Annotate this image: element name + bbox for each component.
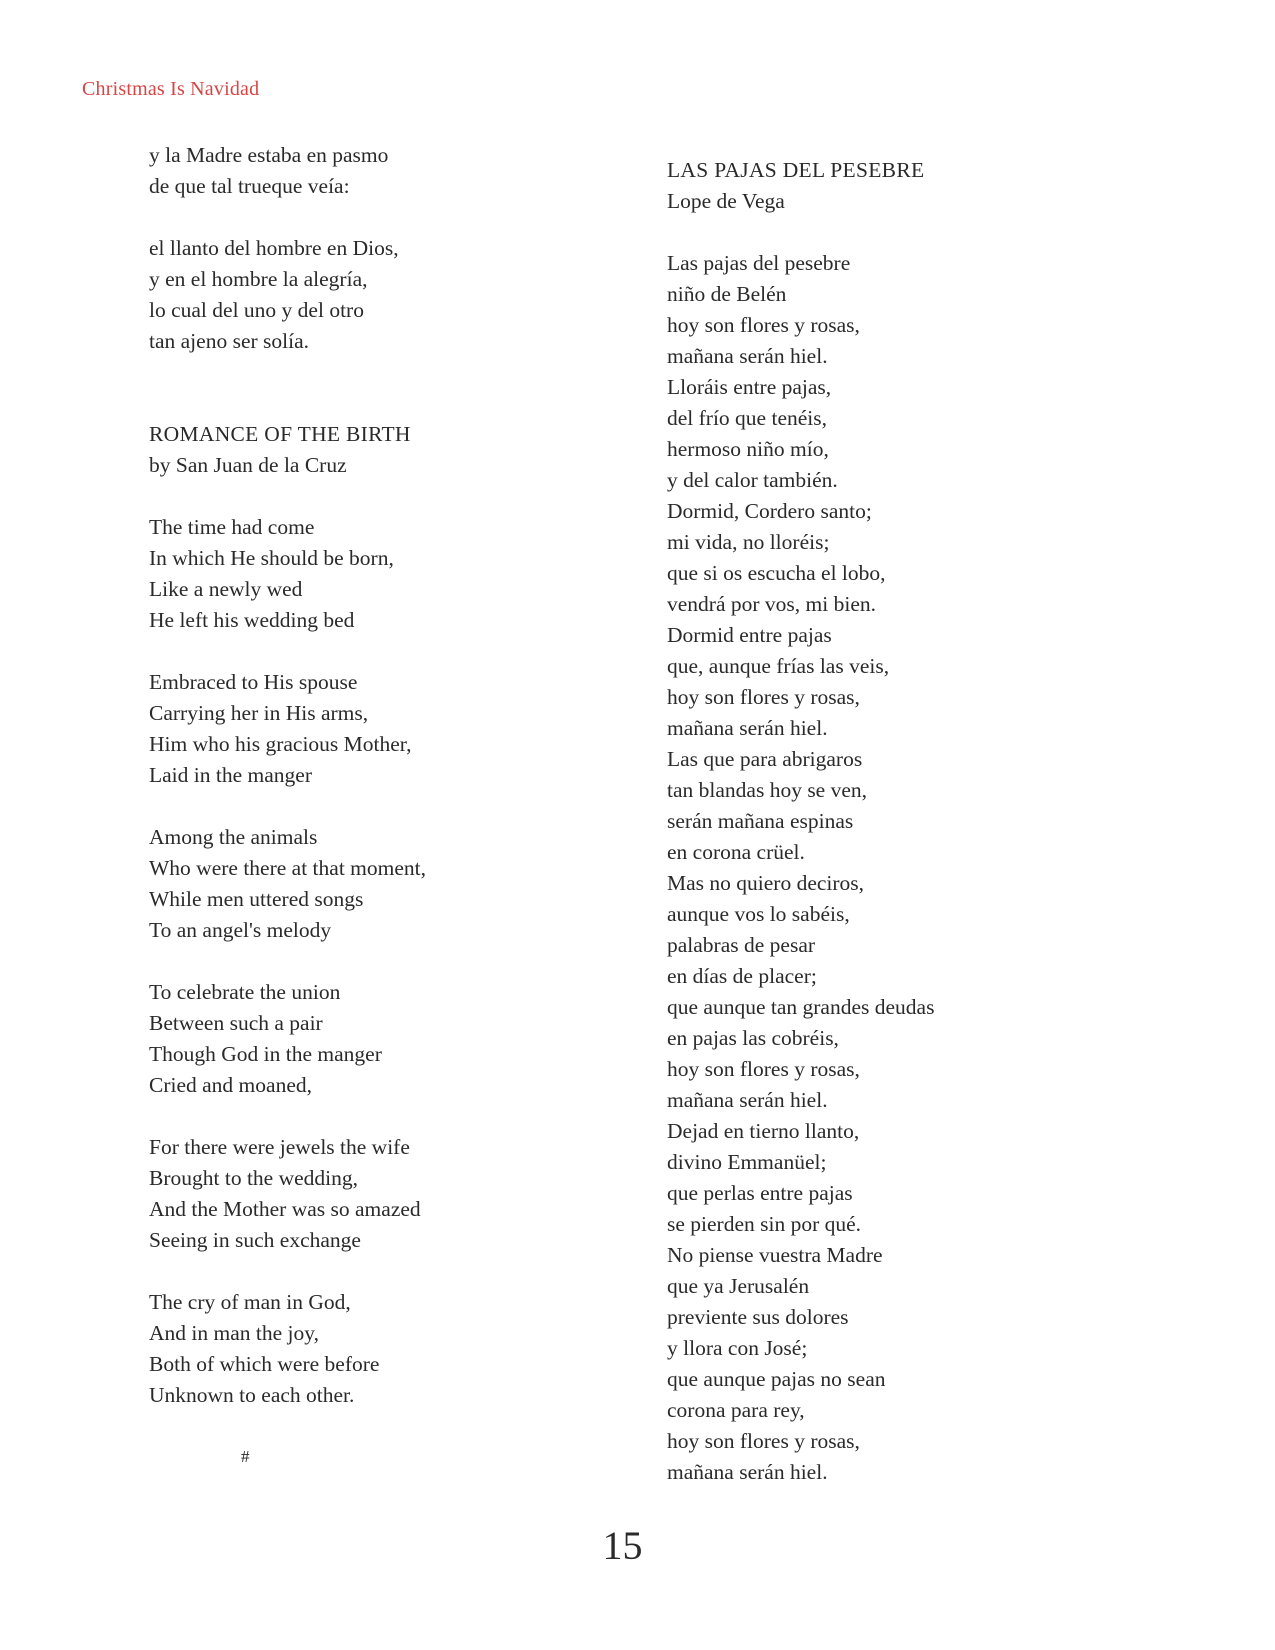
poem-stanza bbox=[149, 1132, 609, 1256]
poem-line: que aunque pajas no sean bbox=[667, 1367, 886, 1391]
poem-line: Among the animals bbox=[149, 825, 318, 849]
poem-line: Brought to the wedding, bbox=[149, 1166, 359, 1190]
poem-line: Both of which were before bbox=[149, 1352, 380, 1376]
poem-line: mañana serán hiel. bbox=[667, 344, 828, 368]
poem-line: divino Emmanüel; bbox=[667, 1150, 827, 1174]
poem-line: tan blandas hoy se ven, bbox=[667, 778, 868, 802]
poem-line: Dormid, Cordero santo; bbox=[667, 499, 872, 523]
poem-line: aunque vos lo sabéis, bbox=[667, 902, 850, 926]
poem-line: y la Madre estaba en pasmo bbox=[149, 143, 389, 167]
poem-line: previente sus dolores bbox=[667, 1305, 849, 1329]
poem-line: del frío que tenéis, bbox=[667, 406, 828, 430]
poem-line: serán mañana espinas bbox=[667, 809, 854, 833]
poem-line: de que tal trueque veía: bbox=[149, 174, 350, 198]
poem-line: que si os escucha el lobo, bbox=[667, 561, 886, 585]
poem-line: en corona crüel. bbox=[667, 840, 805, 864]
poem-line: mañana serán hiel. bbox=[667, 716, 828, 740]
poem-line: que perlas entre pajas bbox=[667, 1181, 853, 1205]
poem-line: que aunque tan grandes deudas bbox=[667, 995, 935, 1019]
poem-line: y del calor también. bbox=[667, 468, 838, 492]
poem-line: el llanto del hombre en Dios, bbox=[149, 236, 399, 260]
poem-title: LAS PAJAS DEL PESEBRE bbox=[667, 158, 925, 182]
poem-line: hoy son flores y rosas, bbox=[667, 1057, 860, 1081]
poem-line: hoy son flores y rosas, bbox=[667, 685, 860, 709]
poem-line: hermoso niño mío, bbox=[667, 437, 829, 461]
poem-line: y en el hombre la alegría, bbox=[149, 267, 368, 291]
poem-line: palabras de pesar bbox=[667, 933, 816, 957]
right-column bbox=[667, 155, 1187, 1488]
poem-line: Cried and moaned, bbox=[149, 1073, 312, 1097]
left-column bbox=[149, 140, 609, 1472]
poem-line: mañana serán hiel. bbox=[667, 1460, 828, 1484]
poem-line: corona para rey, bbox=[667, 1398, 805, 1422]
poem-line: mañana serán hiel. bbox=[667, 1088, 828, 1112]
poem-line: Embraced to His spouse bbox=[149, 670, 358, 694]
running-header-title: Christmas Is Navidad bbox=[82, 78, 260, 100]
poem-line: And in man the joy, bbox=[149, 1321, 319, 1345]
poem-line: hoy son flores y rosas, bbox=[667, 1429, 860, 1453]
opening-stanza bbox=[149, 233, 609, 357]
poem-line: For there were jewels the wife bbox=[149, 1135, 410, 1159]
poem-line: Lloráis entre pajas, bbox=[667, 375, 832, 399]
poem-line: No piense vuestra Madre bbox=[667, 1243, 883, 1267]
poem-line: hoy son flores y rosas, bbox=[667, 313, 860, 337]
poem-line: Las que para abrigaros bbox=[667, 747, 863, 771]
poem-line: To an angel's melody bbox=[149, 918, 332, 942]
poem-stanza bbox=[149, 822, 609, 946]
poem-line: Him who his gracious Mother, bbox=[149, 732, 412, 756]
poem-line: Though God in the manger bbox=[149, 1042, 382, 1066]
poem-line: tan ajeno ser solía. bbox=[149, 329, 310, 353]
poem-line: lo cual del uno y del otro bbox=[149, 298, 364, 322]
poem-line: Between such a pair bbox=[149, 1011, 323, 1035]
poem-line: y llora con José; bbox=[667, 1336, 808, 1360]
poem-line: en días de placer; bbox=[667, 964, 817, 988]
poem-line: Dejad en tierno llanto, bbox=[667, 1119, 860, 1143]
poem-stanza bbox=[149, 667, 609, 791]
poem-stanza bbox=[149, 1287, 609, 1411]
poem-line: Mas no quiero deciros, bbox=[667, 871, 865, 895]
poem-line: And the Mother was so amazed bbox=[149, 1197, 421, 1221]
poem-body bbox=[667, 248, 1187, 1488]
poem-line: mi vida, no lloréis; bbox=[667, 530, 830, 554]
poem-author: by San Juan de la Cruz bbox=[149, 453, 347, 477]
poem-line: Seeing in such exchange bbox=[149, 1228, 361, 1252]
page-number: 15 bbox=[602, 1523, 643, 1568]
opening-stanza bbox=[149, 140, 609, 202]
poem-line: He left his wedding bed bbox=[149, 608, 355, 632]
poem-author: Lope de Vega bbox=[667, 189, 785, 213]
poem-line: To celebrate the union bbox=[149, 980, 341, 1004]
poem-line: que, aunque frías las veis, bbox=[667, 654, 890, 678]
poem-line: Who were there at that moment, bbox=[149, 856, 427, 880]
poem-line: Laid in the manger bbox=[149, 763, 312, 787]
poem-line: While men uttered songs bbox=[149, 887, 364, 911]
poem-line: Unknown to each other. bbox=[149, 1383, 355, 1407]
poem-line: vendrá por vos, mi bien. bbox=[667, 592, 876, 616]
poem-line: en pajas las cobréis, bbox=[667, 1026, 839, 1050]
poem-line: Like a newly wed bbox=[149, 577, 303, 601]
poem-line: Dormid entre pajas bbox=[667, 623, 832, 647]
poem-line: se pierden sin por qué. bbox=[667, 1212, 862, 1236]
section-end-mark: # bbox=[241, 1447, 250, 1466]
poem-stanza bbox=[149, 512, 609, 636]
poem-line: Carrying her in His arms, bbox=[149, 701, 369, 725]
poem-stanza bbox=[149, 977, 609, 1101]
poem-title: ROMANCE OF THE BIRTH bbox=[149, 422, 411, 446]
poem-line: niño de Belén bbox=[667, 282, 787, 306]
poem-line: The time had come bbox=[149, 515, 315, 539]
poem-line: Las pajas del pesebre bbox=[667, 251, 851, 275]
poem-line: que ya Jerusalén bbox=[667, 1274, 810, 1298]
poem-line: In which He should be born, bbox=[149, 546, 394, 570]
poem-line: The cry of man in God, bbox=[149, 1290, 351, 1314]
